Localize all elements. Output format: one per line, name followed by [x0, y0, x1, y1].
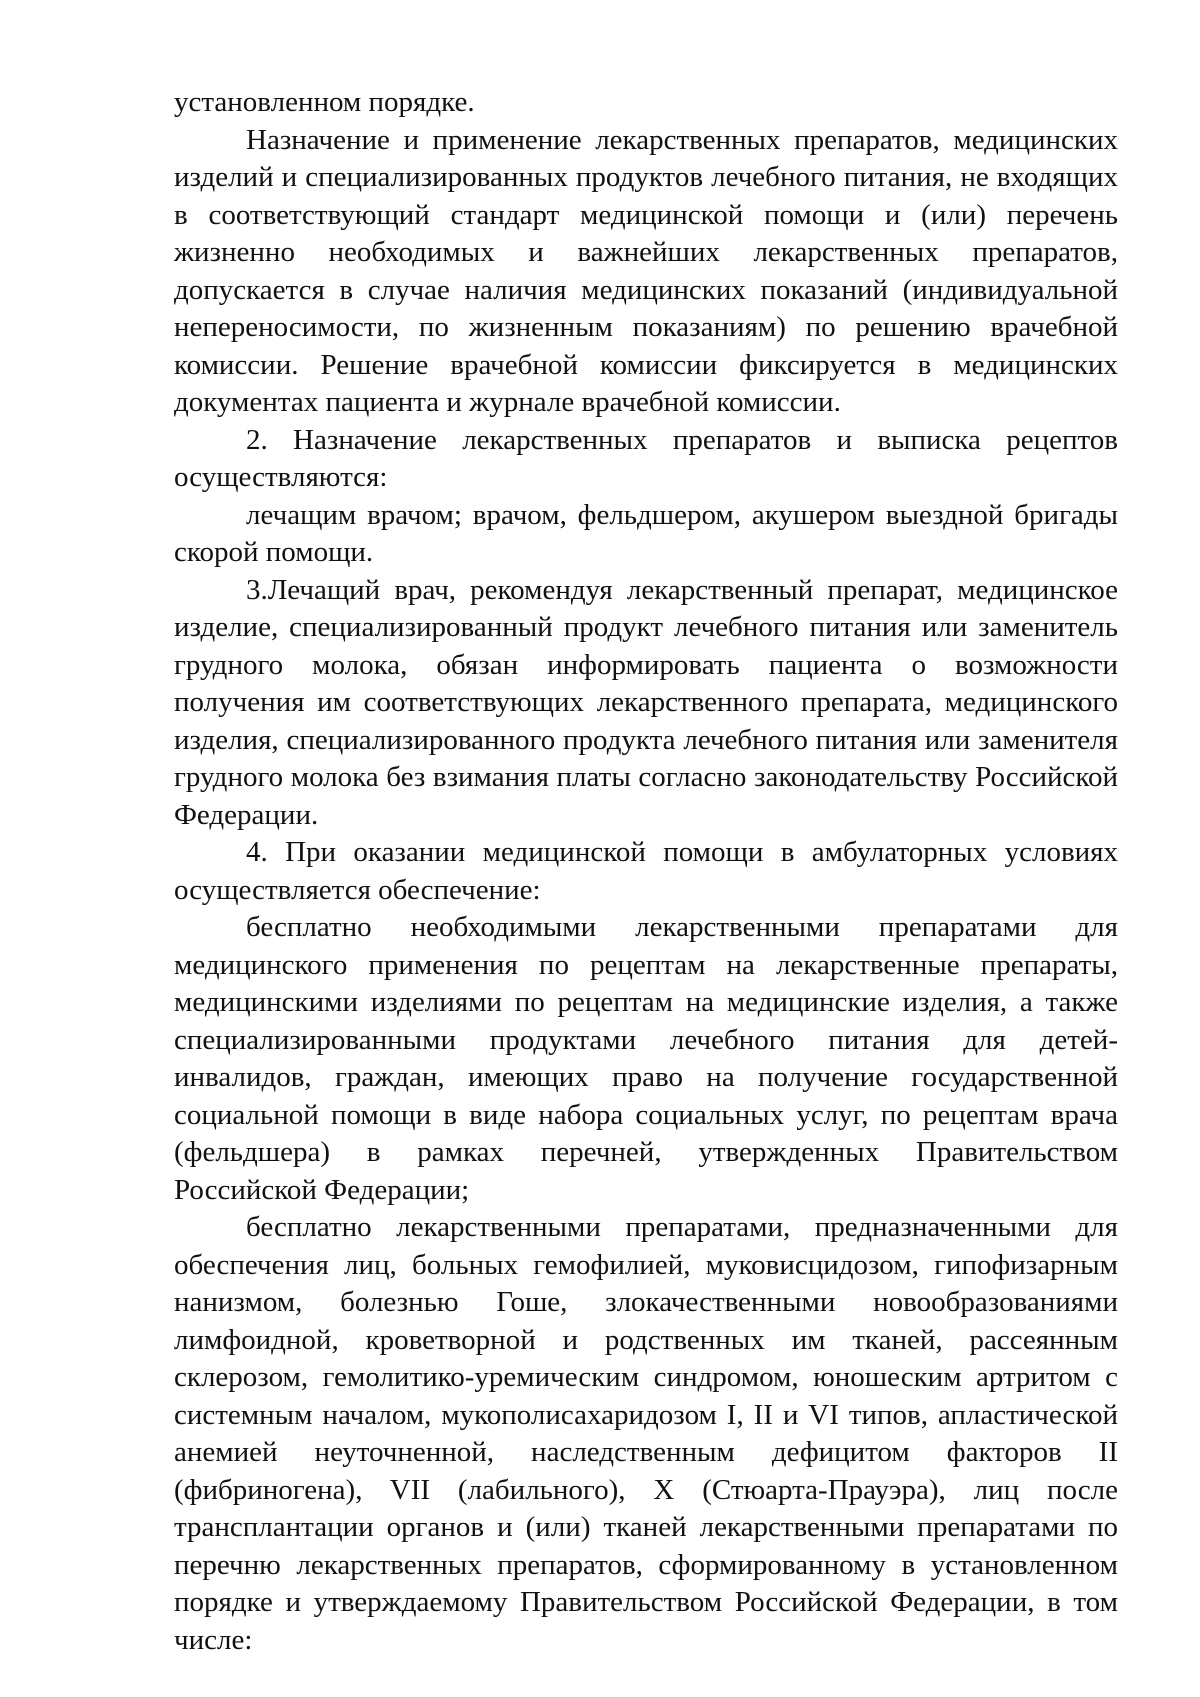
paragraph-item-3: 3.Лечащий врач, рекомендуя лекарственный препарат, медицинское изделие, специализированный продукт лечебного питания или заменитель грудного молока, обязан информировать пациента о возможности получения им соответствующих лекарственного препарата, медицинского изделия, специализированного продукта лечебного питания или заменителя грудного молока без взимания платы согласно законодательству Российской Федерации.: [174, 573, 1118, 831]
paragraph-prescribers: лечащим врачом; врачом, фельдшером, акушером выездной бригады скорой помощи.: [174, 498, 1118, 568]
paragraph-prescription-rules: Назначение и применение лекарственных препаратов, медицинских изделий и специализированных продуктов лечебного питания, не входящих в соответствующий стандарт медицинской помощи и (или) перечень жизненно необходимых и важнейших лекарственных препаратов, допускается в случае наличия медицинских показаний (индивидуальной непереносимости, по жизненным показаниям) по решению врачебной комиссии. Решение врачебной комиссии фиксируется в медицинских документах пациента и журнале врачебной комиссии.: [174, 123, 1118, 418]
paragraph-free-supply-diseases: бесплатно лекарственными препаратами, предназначенными для обеспечения лиц, больных гемофилией, муковисцидозом, гипофизарным нанизмом, болезнью Гоше, злокачественными новообразованиями лимфоидной, кроветворной и родственных им тканей, рассеянным склерозом, гемолитико-уремическим синдромом, юношеским артритом с системным началом, мукополисахаридозом I, II и VI типов, апластической анемией неуточненной, наследственным дефицитом факторов II (фибриногена), VII (лабильного), X (Стюарта-Прауэра), лиц после трансплантации органов и (или) тканей лекарственными препаратами по перечню лекарственных препаратов, сформированному в установленном порядке и утверждаемому Правительством Российской Федерации, в том числе:: [174, 1211, 1118, 1656]
paragraph-free-supply: бесплатно необходимыми лекарственными препаратами для медицинского применения по рецептам на лекарственные препараты, медицинскими изделиями по рецептам на медицинские изделия, а также специализированными продуктами лечебного питания для детей-инвалидов, граждан, имеющих право на получение государственной социальной помощи в виде набора социальных услуг, по рецептам врача (фельдшера) в рамках перечней, утвержденных Правительством Российской Федерации;: [174, 911, 1118, 1206]
document-page: [174, 84, 1118, 1659]
paragraph-continuation: установленном порядке.: [174, 86, 475, 118]
paragraph-item-4: 4. При оказании медицинской помощи в амбулаторных условиях осуществляется обеспечение:: [174, 836, 1118, 906]
paragraph-item-2: 2. Назначение лекарственных препаратов и выписка рецептов осуществляются:: [174, 423, 1118, 493]
